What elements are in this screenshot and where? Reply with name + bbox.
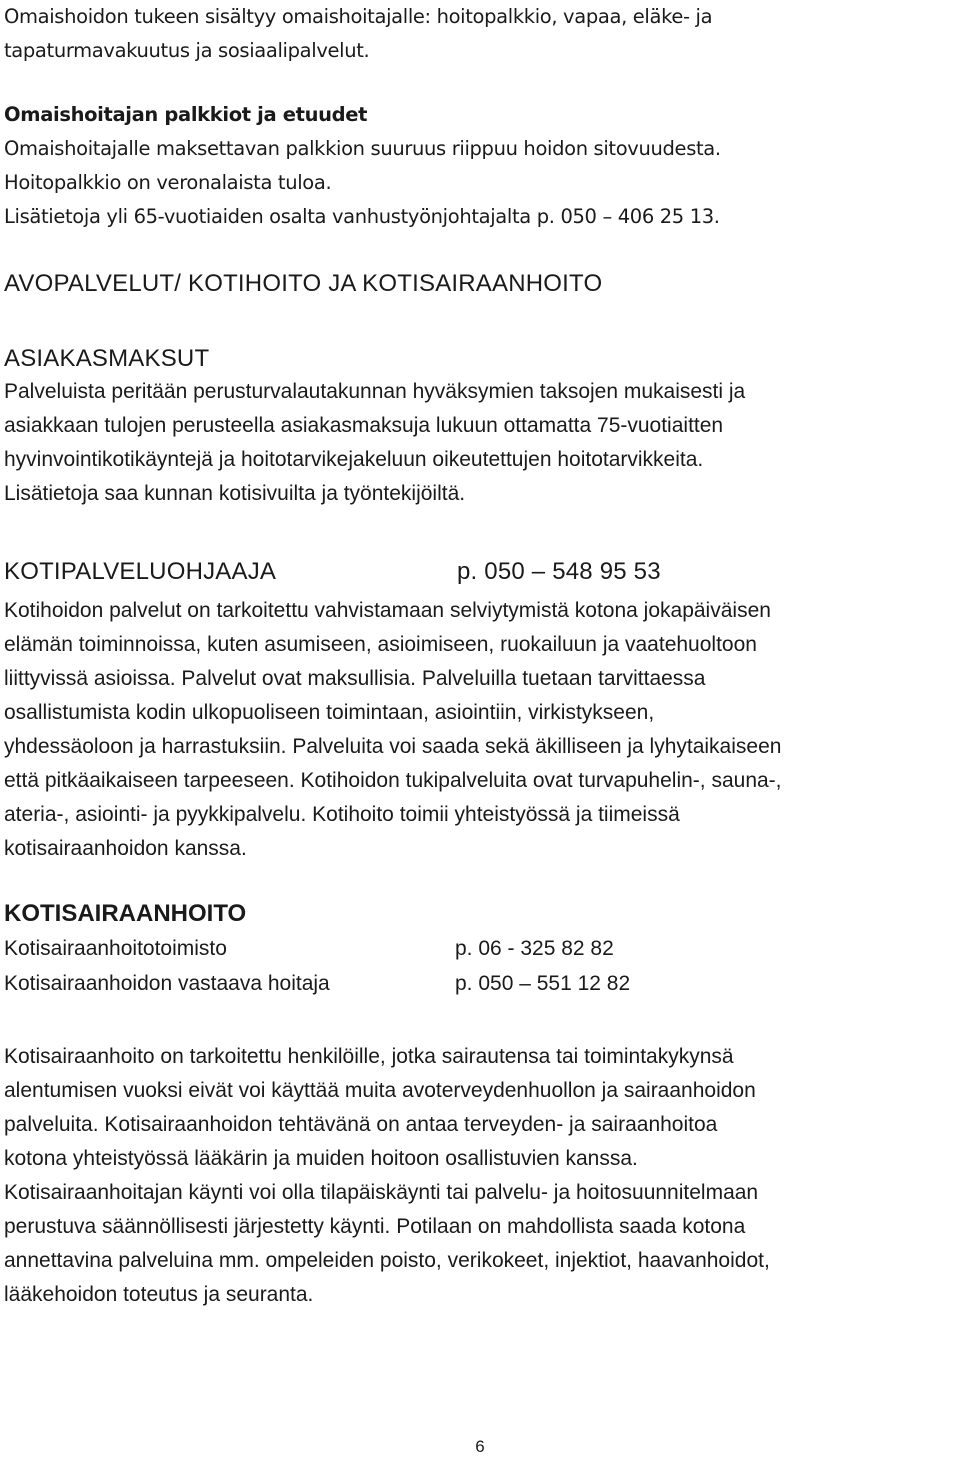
contact-label: Kotisairaanhoidon vastaava hoitaja <box>4 972 330 995</box>
palkkiot-section <box>4 98 721 234</box>
asiakasmaksut-line: asiakkaan tulojen perusteella asiakasmaksuja lukuun ottamatta 75-vuotiaitten <box>4 414 724 437</box>
kotipalveluohjaaja-section <box>4 558 956 866</box>
kotipalveluohjaaja-line: ateria-, asiointi- ja pyykkipalvelu. Kotihoito toimii yhteistyössä ja tiimeissä <box>4 803 680 826</box>
kotipalveluohjaaja-line: yhdessäoloon ja harrastuksiin. Palveluita voi saada sekä äkilliseen ja lyhytaikaiseen <box>4 735 782 758</box>
kotisairaanhoito-line: palveluita. Kotisairaanhoidon tehtävänä on antaa terveyden- ja sairaanhoitoa <box>4 1113 718 1136</box>
kotipalveluohjaaja-line: elämän toiminnoissa, kuten asumiseen, asioimiseen, ruokailuun ja vaatehuoltoon <box>4 633 757 656</box>
kotisairaanhoito-line: lääkehoidon toteutus ja seuranta. <box>4 1283 314 1306</box>
kotipalveluohjaaja-line: liittyvissä asioissa. Palvelut ovat maksullisia. Palveluilla tuetaan tarvittaessa <box>4 667 706 690</box>
asiakasmaksut-body <box>4 375 745 511</box>
contact-row <box>4 932 956 967</box>
intro-paragraph <box>4 0 712 68</box>
asiakasmaksut-line: Palveluista peritään perusturvalautakunnan hyväksymien taksojen mukaisesti ja <box>4 380 746 403</box>
kotisairaanhoito-line: annettavina palveluina mm. ompeleiden poisto, verikokeet, injektiot, haavanhoidot, <box>4 1249 770 1272</box>
palkkiot-heading: Omaishoitajan palkkiot ja etuudet <box>4 103 368 126</box>
kotisairaanhoito-section <box>4 900 956 1312</box>
kotipalveluohjaaja-line: osallistumista kodin ulkopuoliseen toimintaan, asiointiin, virkistykseen, <box>4 701 655 724</box>
kotipalveluohjaaja-phone: p. 050 – 548 95 53 <box>457 558 661 585</box>
kotipalveluohjaaja-line: kotisairaanhoidon kanssa. <box>4 837 247 860</box>
kotisairaanhoito-body <box>4 1040 956 1312</box>
section-title: AVOPALVELUT/ KOTIHOITO JA KOTISAIRAANHOITO <box>4 270 603 297</box>
kotisairaanhoito-line: alentumisen vuoksi eivät voi käyttää muita avoterveydenhuollon ja sairaanhoidon <box>4 1079 756 1102</box>
intro-line: Omaishoidon tukeen sisältyy omaishoitajalle: hoitopalkkio, vapaa, eläke- ja <box>4 5 713 28</box>
kotipalveluohjaaja-body <box>4 594 956 866</box>
contact-label: Kotisairaanhoitotoimisto <box>4 937 227 960</box>
kotipalveluohjaaja-line: Kotihoidon palvelut on tarkoitettu vahvistamaan selviytymistä kotona jokapäiväisen <box>4 599 771 622</box>
kotisairaanhoito-contacts <box>4 932 956 1002</box>
intro-line: tapaturmavakuutus ja sosiaalipalvelut. <box>4 39 370 62</box>
palkkiot-line: Hoitopalkkio on veronalaista tuloa. <box>4 171 332 194</box>
kotisairaanhoito-line: perustuva säännöllisesti järjestetty käynti. Potilaan on mahdollista saada kotona <box>4 1215 746 1238</box>
kotisairaanhoito-heading: KOTISAIRAANHOITO <box>4 900 247 927</box>
contact-phone: p. 050 – 551 12 82 <box>455 972 631 995</box>
asiakasmaksut-line: Lisätietoja saa kunnan kotisivuilta ja työntekijöiltä. <box>4 482 466 505</box>
palkkiot-line: Omaishoitajalle maksettavan palkkion suuruus riippuu hoidon sitovuudesta. <box>4 137 721 160</box>
contact-phone: p. 06 - 325 82 82 <box>455 937 614 960</box>
palkkiot-line: Lisätietoja yli 65-vuotiaiden osalta vanhustyönjohtajalta p. 050 – 406 25 13. <box>4 205 720 228</box>
kotisairaanhoito-line: kotona yhteistyössä lääkärin ja muiden hoitoon osallistuvien kanssa. <box>4 1147 638 1170</box>
kotipalveluohjaaja-heading-row <box>4 558 956 592</box>
contact-row <box>4 967 956 1002</box>
page-number: 6 <box>475 1437 485 1456</box>
kotipalveluohjaaja-line: että pitkäaikaiseen tarpeeseen. Kotihoidon tukipalveluita ovat turvapuhelin-, sauna-, <box>4 769 782 792</box>
kotipalveluohjaaja-heading: KOTIPALVELUOHJAAJA <box>4 558 277 585</box>
asiakasmaksut-heading: ASIAKASMAKSUT <box>4 345 210 372</box>
asiakasmaksut-line: hyvinvointikotikäyntejä ja hoitotarvikejakeluun oikeutettujen hoitotarvikkeita. <box>4 448 704 471</box>
kotisairaanhoito-line: Kotisairaanhoito on tarkoitettu henkilöille, jotka sairautensa tai toimintakykynsä <box>4 1045 734 1068</box>
kotisairaanhoito-line: Kotisairaanhoitajan käynti voi olla tilapäiskäynti tai palvelu- ja hoitosuunnitelmaan <box>4 1181 759 1204</box>
asiakasmaksut-section <box>4 345 745 511</box>
